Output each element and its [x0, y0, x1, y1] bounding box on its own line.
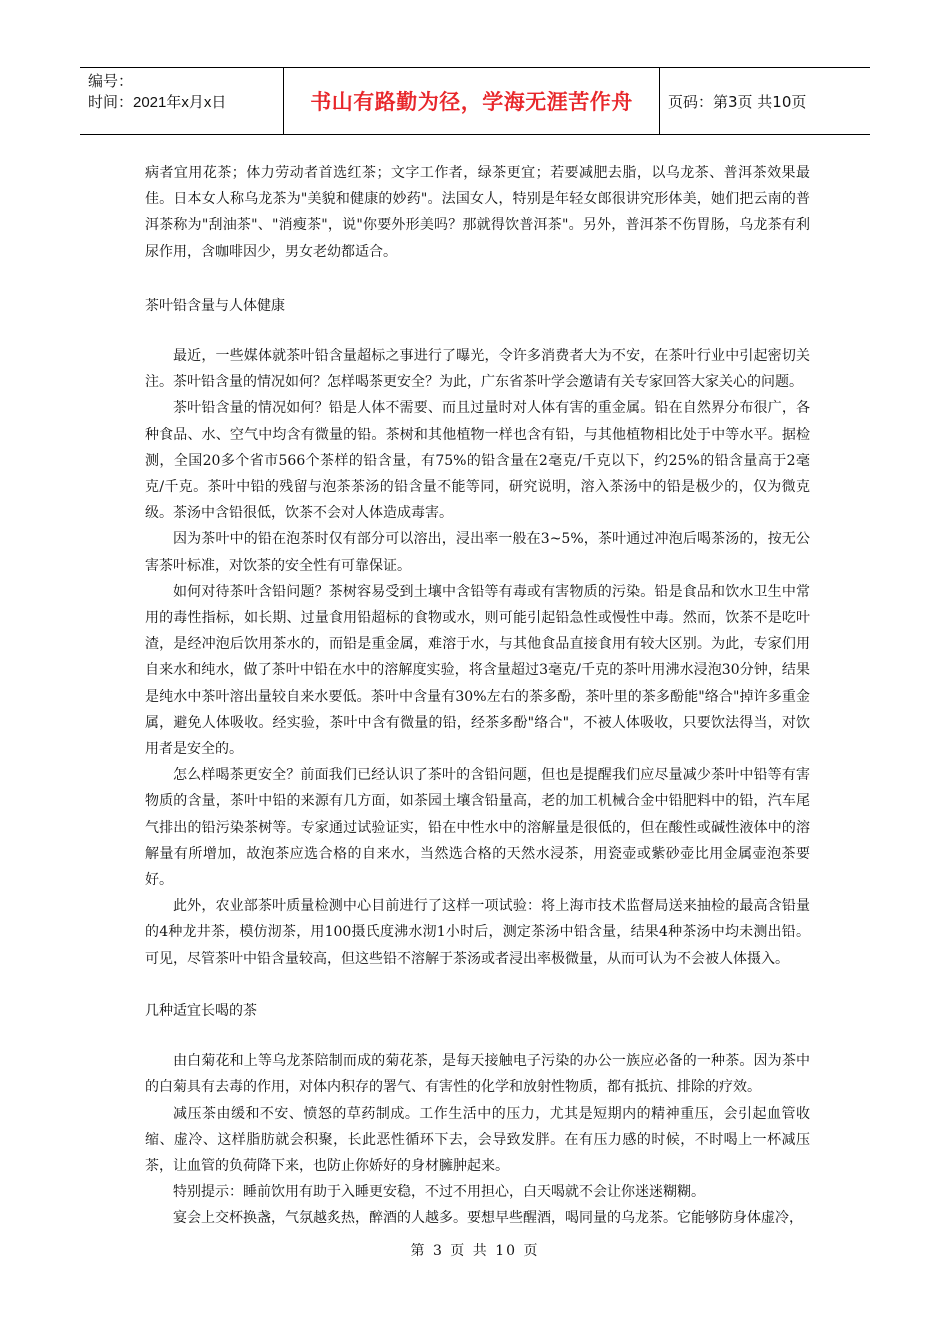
paragraph: 最近，一些媒体就茶叶铅含量超标之事进行了曝光，令许多消费者大为不安，在茶叶行业中引起密切关注。茶叶铅含量的情况如何？怎样喝茶更安全？为此，广东省茶叶学会邀请有关专家回答大家关心的问题。: [145, 348, 810, 391]
paragraph: 因为茶叶中的铅在泡茶时仅有部分可以溶出，浸出率一般在3~5%，茶叶通过冲泡后喝茶汤的，按无公害茶叶标准，对饮茶的安全性有可靠保证。: [145, 531, 810, 574]
paragraph: 茶叶铅含量的情况如何？铅是人体不需要、而且过量时对人体有害的重金属。铅在自然界分布很广，各种食品、水、空气中均含有微量的铅。茶树和其他植物一样也含有铅，与其他植物相比处于中等水平。据检测，全国20多个省市566个茶样的铅含量，有75%的铅含量在2毫克/千克以下，约25%的铅含量高于2毫克/千克。茶叶中铅的残留与泡茶茶汤的铅含量不能等同，研究说明，溶入茶汤中的铅是极少的，仅为微克级。茶汤中含铅很低，饮茶不会对人体造成毒害。: [145, 400, 810, 522]
page-header: [80, 67, 870, 135]
paragraph: 宴会上交杯换盏，气氛越炙热，醉酒的人越多。要想早些醒酒，喝同量的乌龙茶。它能够防身体虚冷，: [173, 1210, 803, 1227]
section-heading-tea: 几种适宜长喝的茶: [145, 1002, 257, 1019]
number-label: 编号：: [88, 73, 134, 90]
paragraph: 如何对待茶叶含铅问题？茶树容易受到土壤中含铅等有毒或有害物质的污染。铅是食品和饮水卫生中常用的毒性指标，如长期、过量食用铅超标的食物或水，则可能引起铅急性或慢性中毒。然而，饮茶不是吃叶渣，是经冲泡后饮用茶水的，而铅是重金属，难溶于水，与其他食品直接食用有较大区别。为此，专家们用自来水和纯水，做了茶叶中铅在水中的溶解度实验，将含量超过3毫克/千克的茶叶用沸水浸泡30分钟，结果是纯水中茶叶溶出量较自来水要低。茶叶中含量有30%左右的茶多酚，茶叶里的茶多酚能"络合"掉许多重金属，避免人体吸收。经实验，茶叶中含有微量的铅，经茶多酚"络合"，不被人体吸收，只要饮法得当，对饮用者是安全的。: [145, 583, 810, 758]
document-body: [145, 160, 810, 1232]
paragraph: 减压茶由缓和不安、愤怒的草药制成。工作生活中的压力，尤其是短期内的精神重压，会引起血管收缩、虚冷、这样脂肪就会积聚，长此恶性循环下去，会导致发胖。在有压力感的时候，不时喝上一杯减压茶，让血管的负荷降下来，也防止你娇好的身材臃肿起来。: [145, 1105, 810, 1174]
header-page-info: 页码：第3页 共10页: [668, 92, 807, 111]
header-motto: 书山有路勤为径，学海无涯苦作舟: [284, 68, 660, 134]
paragraph-intro: 病者宜用花茶；体力劳动者首选红茶；文字工作者，绿茶更宜；若要减肥去脂，以乌龙茶、普洱茶效果最佳。日本女人称乌龙茶为"美貌和健康的妙药"。法国女人，特别是年轻女郎很讲究形体美，她们把云南的普洱茶称为"刮油茶"、"消瘦茶"，说"你要外形美吗？那就得饮普洱茶"。另外，普洱茶不伤胃肠，乌龙茶有利尿作用，含咖啡因少，男女老幼都适合。: [145, 165, 810, 260]
time-label: 时间：2021年x月x日: [88, 94, 227, 111]
page-footer: 第 3 页 共 10 页: [410, 1243, 540, 1259]
paragraph: 此外，农业部茶叶质量检测中心目前进行了这样一项试验：将上海市技术监督局送来抽检的最高含铅量的4种龙井茶，模仿沏茶，用100摄氏度沸水沏1小时后，测定茶汤中铅含量，结果4种茶汤中均未测出铅。可见，尽管茶叶中铅含量较高，但这些铅不溶解于茶汤或者浸出率极微量，从而可认为不会被人体摄入。: [145, 898, 810, 967]
section-heading-lead: 茶叶铅含量与人体健康: [145, 297, 285, 314]
paragraph: 由白菊花和上等乌龙茶陪制而成的菊花茶，是每天接触电子污染的办公一族应必备的一种茶。因为茶中的白菊具有去毒的作用，对体内积存的署气、有害性的化学和放射性物质，都有抵抗、排除的疗效。: [145, 1053, 810, 1096]
paragraph: 特别提示：睡前饮用有助于入睡更安稳，不过不用担心，白天喝就不会让你迷迷糊糊。: [173, 1184, 705, 1201]
paragraph: 怎么样喝茶更安全？前面我们已经认识了茶叶的含铅问题，但也是提醒我们应尽量减少茶叶中铅等有害物质的含量，茶叶中铅的来源有几方面，如茶园土壤含铅量高，老的加工机械合金中铅肥料中的铅，汽车尾气排出的铅污染茶树等。专家通过试验证实，铅在中性水中的溶解量是很低的，但在酸性或碱性液体中的溶解量有所增加，故泡茶应选合格的自来水，当然选合格的天然水浸茶，用瓷壶或紫砂壶比用金属壶泡茶要好。: [145, 767, 810, 889]
header-meta: [80, 68, 284, 134]
